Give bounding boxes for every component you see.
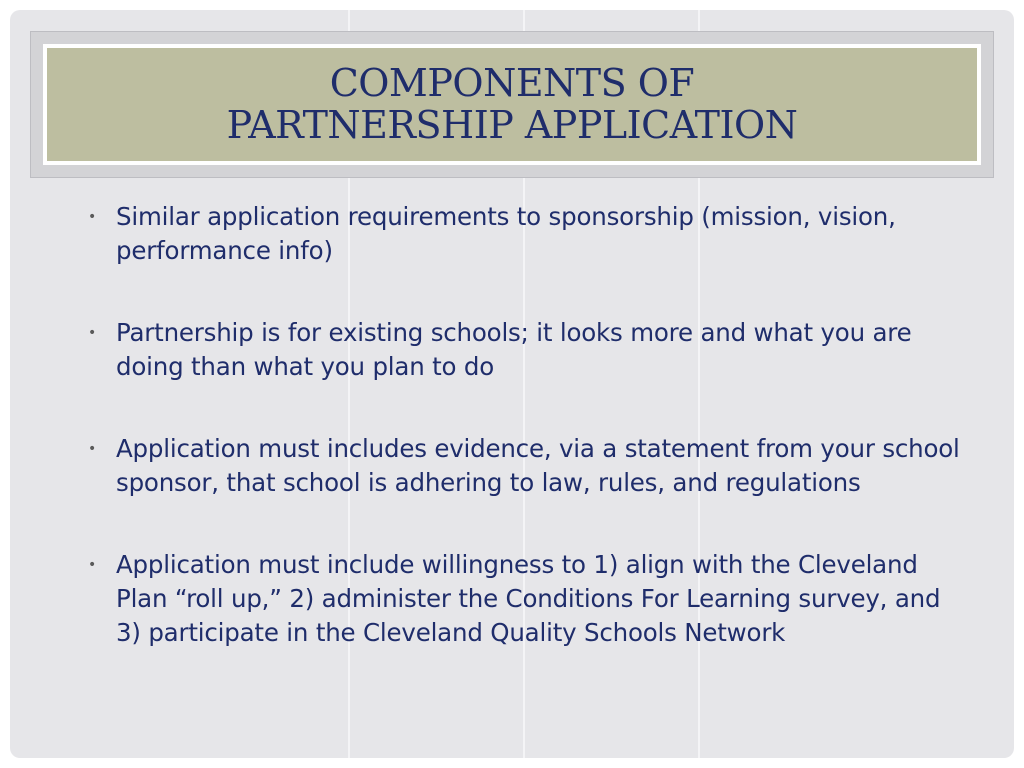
slide-title bbox=[227, 63, 798, 145]
bullet-item bbox=[86, 432, 966, 500]
title-band bbox=[43, 44, 981, 165]
bullet-item bbox=[86, 316, 966, 384]
bullet-item bbox=[86, 548, 966, 650]
bullet-marker: • bbox=[88, 209, 97, 225]
bullet-marker: • bbox=[88, 441, 97, 457]
bullet-text: Similar application requirements to sponsorship (mission, vision, performance info) bbox=[116, 202, 896, 265]
bullet-marker: • bbox=[88, 557, 97, 573]
bullet-text: Application must include willingness to 1) align with the Cleveland Plan “roll up,” 2) administer the Conditions For Learning survey, and 3) participate in the Cleveland Quality Schools Network bbox=[116, 550, 941, 647]
title-line-1: COMPONENTS OF bbox=[329, 61, 695, 106]
title-line-2: PARTNERSHIP APPLICATION bbox=[226, 102, 798, 147]
bullet-list bbox=[86, 200, 966, 698]
bullet-text: Application must includes evidence, via a statement from your school sponsor, that school is adhering to law, rules, and regulations bbox=[116, 434, 960, 497]
title-frame bbox=[30, 31, 994, 178]
slide-background bbox=[10, 10, 1014, 758]
bullet-item bbox=[86, 200, 966, 268]
bullet-marker: • bbox=[88, 325, 97, 341]
bullet-text: Partnership is for existing schools; it looks more and what you are doing than what you plan to do bbox=[116, 318, 912, 381]
